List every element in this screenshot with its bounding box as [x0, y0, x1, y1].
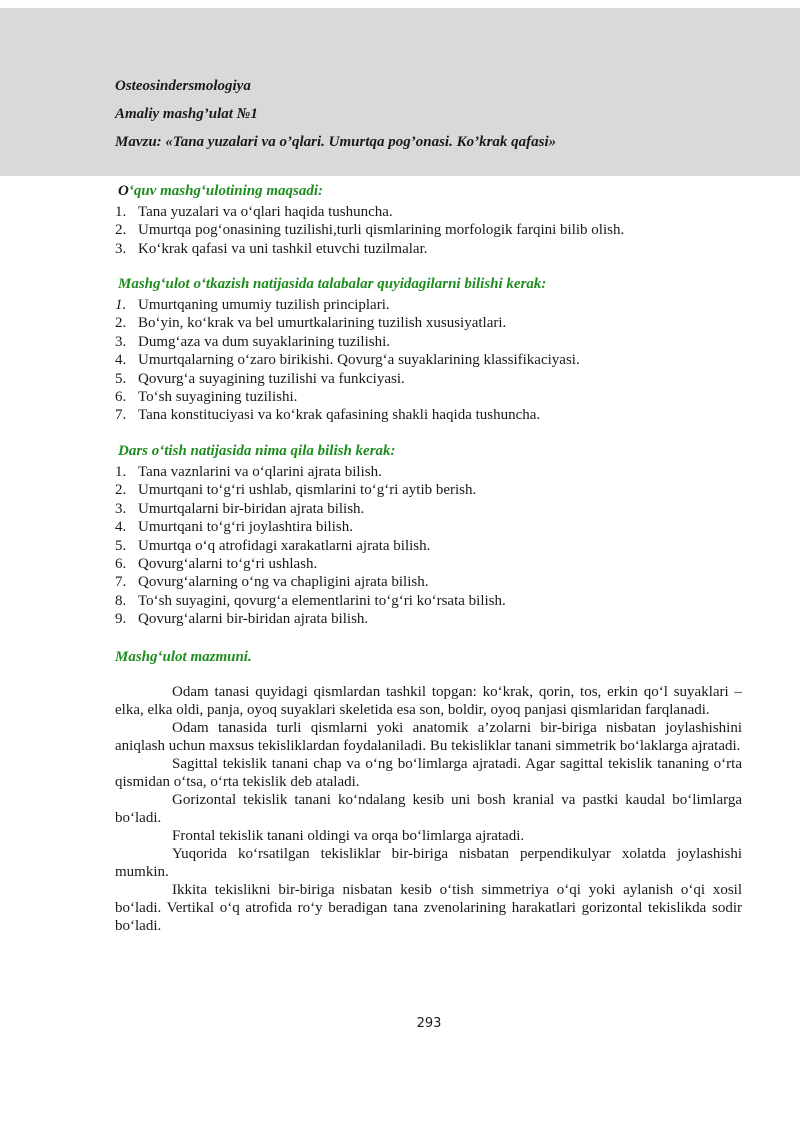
list-item-number: 1. — [115, 204, 127, 220]
list-item-text: Umurtqalarning o‘zaro birikishi. Qovurg‘a suyaklarining klassifikaciyasi. — [138, 352, 580, 369]
list-item-number: 3. — [115, 333, 127, 350]
list-item-text: Tana konstituciyasi va ko‘krak qafasining shakli haqida tushuncha. — [138, 407, 541, 424]
list-item-text: Umurtqa o‘q atrofidagi xarakatlarni ajrata bilish. — [138, 537, 431, 554]
goals-title-text: ‘quv mashg‘ulotining maqsadi: — [128, 183, 324, 199]
content-heading — [115, 648, 745, 669]
header-band — [0, 8, 800, 176]
list-item-number: 4. — [115, 519, 127, 536]
goals-title — [115, 182, 745, 200]
list-item-number: 3. — [115, 240, 127, 257]
list-item-number: 7. — [115, 574, 127, 591]
list-item — [115, 592, 745, 610]
course-title: Osteosindersmologiya — [115, 78, 251, 94]
list-item-number: 5. — [115, 537, 127, 554]
list-item — [115, 333, 745, 351]
knowledge-section — [115, 275, 745, 425]
goals-list — [115, 203, 745, 258]
list-item-number: 8. — [115, 592, 127, 609]
paragraph: Sagittal tekislik tanani chap va o‘ng bo‘limlarga ajratadi. Agar sagittal tekislik tananing o‘rta qismidan o‘tsa, o‘rta tekislik deb ataladi. — [115, 756, 742, 790]
list-item — [115, 481, 745, 499]
list-item — [115, 240, 745, 258]
list-item-text: Umurtqani to‘g‘ri joylashtira bilish. — [138, 519, 353, 536]
list-item-text: Ko‘krak qafasi va uni tashkil etuvchi tuzilmalar. — [138, 240, 428, 257]
list-item — [115, 573, 745, 591]
list-item-text: Tana vaznlarini va o‘qlarini ajrata bilish. — [138, 464, 382, 480]
list-item-text: Qovurg‘alarni to‘g‘ri ushlash. — [138, 556, 318, 573]
list-item — [115, 518, 745, 536]
goals-section — [115, 182, 745, 258]
list-item-number: 6. — [115, 556, 127, 573]
page-number: 293 — [416, 1016, 442, 1031]
list-item — [115, 463, 745, 481]
paragraph: Ikkita tekislikni bir-biriga nisbatan kesib o‘tish simmetriya o‘qi yoki aylanish o‘qi xosil bo‘ladi. Vertikal o‘q atrofida ro‘y beradigan tana zvenolarining harakatlari gorizontal tekislikda sodir bo‘ladi. — [115, 882, 742, 934]
list-item — [115, 388, 745, 406]
list-item-number: 7. — [115, 407, 127, 424]
list-item-number: 1. — [115, 297, 127, 313]
list-item-text: To‘sh suyagini, qovurg‘a elementlarini to‘g‘ri ko‘rsata bilish. — [138, 592, 506, 609]
list-item-text: Tana yuzalari va o‘qlari haqida tushuncha. — [138, 204, 393, 220]
list-item — [115, 370, 745, 388]
skills-list — [115, 463, 745, 629]
list-item-text: Umurtqalarni bir-biridan ajrata bilish. — [138, 500, 365, 517]
list-item-text: Umurtqani to‘g‘ri ushlab, qismlarini to‘g‘ri aytib berish. — [138, 482, 477, 499]
skills-section — [115, 442, 745, 629]
list-item — [115, 406, 745, 424]
list-item-number: 6. — [115, 389, 127, 406]
content-title: Mashg‘ulot mazmuni. — [115, 649, 252, 665]
list-item-text: Umurtqaning umumiy tuzilish principlari. — [138, 297, 390, 313]
list-item-number: 2. — [115, 482, 127, 499]
content-body — [115, 683, 742, 935]
list-item — [115, 555, 745, 573]
paragraph: Odam tanasida turli qismlarni yoki anatomik a’zolarni bir-biriga nisbatan joylashishini aniqlash uchun maxsus tekisliklardan foydalaniladi. Bu tekisliklar tanani simmetrik bo‘laklarga ajratadi. — [115, 720, 742, 754]
list-item-number: 2. — [115, 222, 127, 239]
lesson-title: Amaliy mashg’ulat №1 — [115, 106, 258, 122]
knowledge-title: Mashg‘ulot o‘tkazish natijasida talabalar quyidagilarni bilishi kerak: — [118, 276, 547, 292]
list-item — [115, 314, 745, 332]
paragraph: Frontal tekislik tanani oldingi va orqa bo‘limlarga ajratadi. — [172, 828, 525, 844]
skills-title: Dars o‘tish natijasida nima qila bilish kerak: — [118, 443, 396, 459]
list-item — [115, 610, 745, 628]
list-item-number: 9. — [115, 611, 127, 628]
list-item — [115, 203, 745, 221]
list-item-number: 5. — [115, 370, 127, 387]
list-item-text: Qovurg‘alarni bir-biridan ajrata bilish. — [138, 611, 369, 628]
list-item-text: Qovurg‘alarning o‘ng va chapligini ajrata bilish. — [138, 574, 429, 591]
list-item-text: Bo‘yin, ko‘krak va bel umurtkalarining tuzilish xususiyatlari. — [138, 315, 507, 332]
list-item-number: 4. — [115, 352, 127, 369]
list-item-text: Umurtqa pog‘onasining tuzilishi,turli qismlarining morfologik farqini bilib olish. — [138, 222, 625, 239]
paragraph: Odam tanasi quyidagi qismlardan tashkil topgan: ko‘krak, qorin, tos, erkin qo‘l suyaklari – elka, elka oldi, panja, oyoq suyaklari skeletida esa son, boldir, oyoq panjasi qismlaridan farqlanadi. — [115, 684, 742, 718]
list-item — [115, 296, 745, 314]
paragraph: Gorizontal tekislik tanani ko‘ndalang kesib uni bosh kranial va pastki kaudal bo‘limlarga bo‘ladi. — [115, 792, 742, 826]
knowledge-list — [115, 296, 745, 425]
paragraph: Yuqorida ko‘rsatilgan tekisliklar bir-biriga nisbatan perpendikulyar xolatda joylashishi mumkin. — [115, 846, 742, 880]
list-item — [115, 537, 745, 555]
list-item-text: To‘sh suyagining tuzilishi. — [138, 389, 298, 406]
list-item — [115, 500, 745, 518]
list-item-text: Qovurg‘a suyagining tuzilishi va funkciyasi. — [138, 370, 405, 387]
list-item-text: Dumg‘aza va dum suyaklarining tuzilishi. — [138, 333, 391, 350]
goals-title-initial: O — [118, 183, 129, 199]
list-item-number: 1. — [115, 464, 127, 480]
list-item-number: 3. — [115, 500, 127, 517]
list-item — [115, 351, 745, 369]
list-item-number: 2. — [115, 315, 127, 332]
topic-title: Mavzu: «Tana yuzalari va o’qlari. Umurtqa pog’onasi. Ko’krak qafasi» — [115, 134, 557, 150]
list-item — [115, 221, 745, 239]
